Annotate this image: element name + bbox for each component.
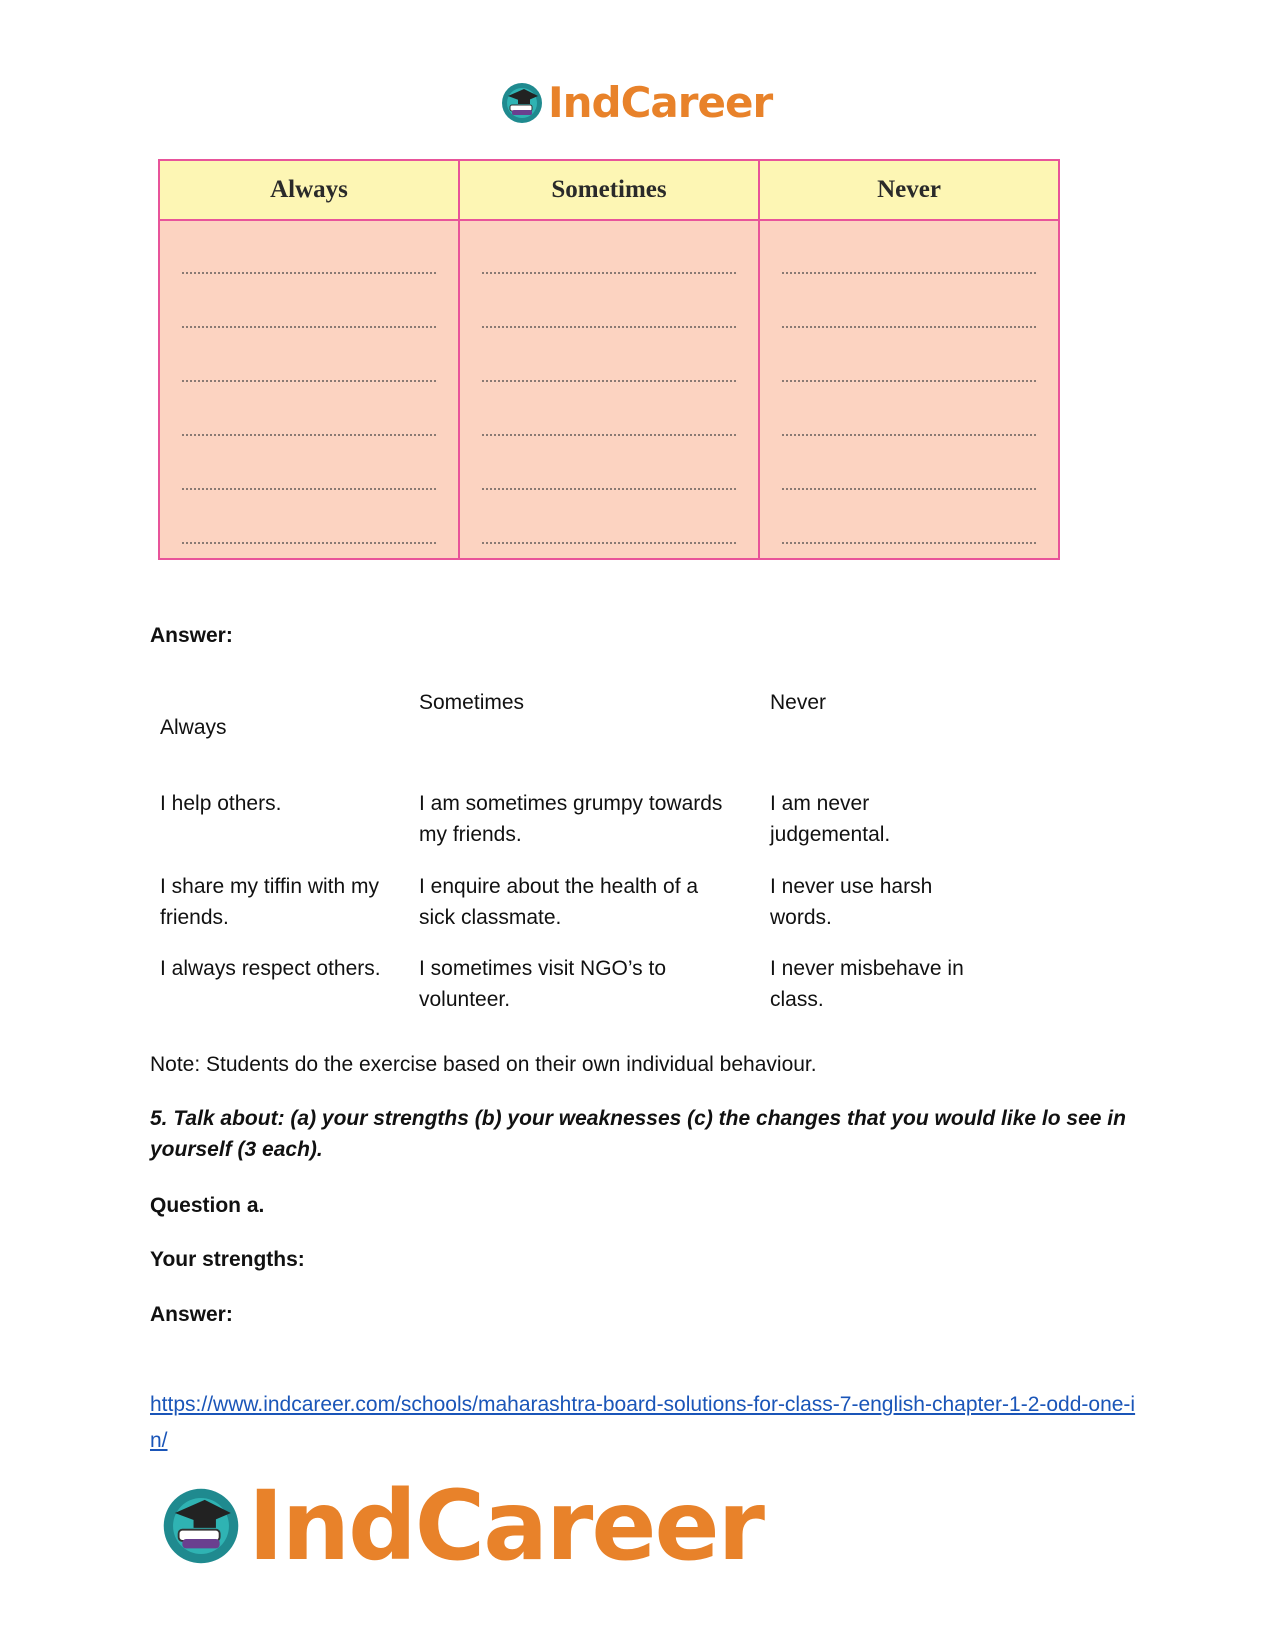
dotted-line [182,241,436,274]
logo-wordmark: IndCareer [548,78,773,127]
logo-wordmark: IndCareer [248,1470,763,1582]
dotted-line [182,403,436,436]
note-text: Note: Students do the exercise based on their own individual behaviour. [150,1053,817,1076]
header-sometimes: Sometimes [459,160,759,220]
dotted-line [782,349,1036,382]
workbook-table [158,159,1060,560]
header-always: Always [159,160,459,220]
dotted-line [782,457,1036,490]
indcareer-logo-bottom [160,1470,763,1582]
answer-cell: I am never judgemental. [770,792,891,846]
answer-label-2: Answer: [150,1303,233,1326]
dotted-line [482,457,736,490]
dotted-line [782,295,1036,328]
answer-cell: I enquire about the health of a sick classmate. [419,875,699,929]
dotted-line [482,403,736,436]
question-a-label: Question a. [150,1194,265,1217]
dotted-line [782,241,1036,274]
dotted-line [182,295,436,328]
answer-cell: I am sometimes grumpy towards my friends. [419,792,723,846]
dotted-line [482,349,736,382]
dotted-line [782,511,1036,544]
your-strengths-label: Your strengths: [150,1248,305,1271]
indcareer-logo-top [500,78,772,127]
question-5: 5. Talk about: (a) your strengths (b) your weaknesses (c) the changes that you would like lo see in yourself (3 each). [150,1107,1126,1161]
dotted-line [182,349,436,382]
answer-header-never: Never [770,691,827,714]
dotted-line [482,511,736,544]
dotted-line [482,295,736,328]
graduation-cap-book-icon [160,1485,242,1567]
answer-cell: I never misbehave in class. [770,957,964,1011]
answer-header-sometimes: Sometimes [419,691,525,714]
source-link[interactable]: https://www.indcareer.com/schools/maharashtra-board-solutions-for-class-7-english-chapter-1-2-odd-one-in/ [150,1393,1136,1452]
answer-label: Answer: [150,624,233,647]
dotted-line [782,403,1036,436]
answer-cell: I help others. [160,792,282,815]
blank-column-never [759,220,1059,559]
dotted-line [182,457,436,490]
dotted-line [482,241,736,274]
blank-column-sometimes [459,220,759,559]
answer-cell: I share my tiffin with my friends. [160,875,380,929]
answer-cell: I never use harsh words. [770,875,933,929]
answer-cell: I always respect others. [160,957,381,980]
graduation-cap-book-icon [500,81,544,125]
answer-cell: I sometimes visit NGO’s to volunteer. [419,957,666,1011]
blank-column-always [159,220,459,559]
answer-header-always: Always [160,716,227,739]
dotted-line [182,511,436,544]
header-never: Never [759,160,1059,220]
